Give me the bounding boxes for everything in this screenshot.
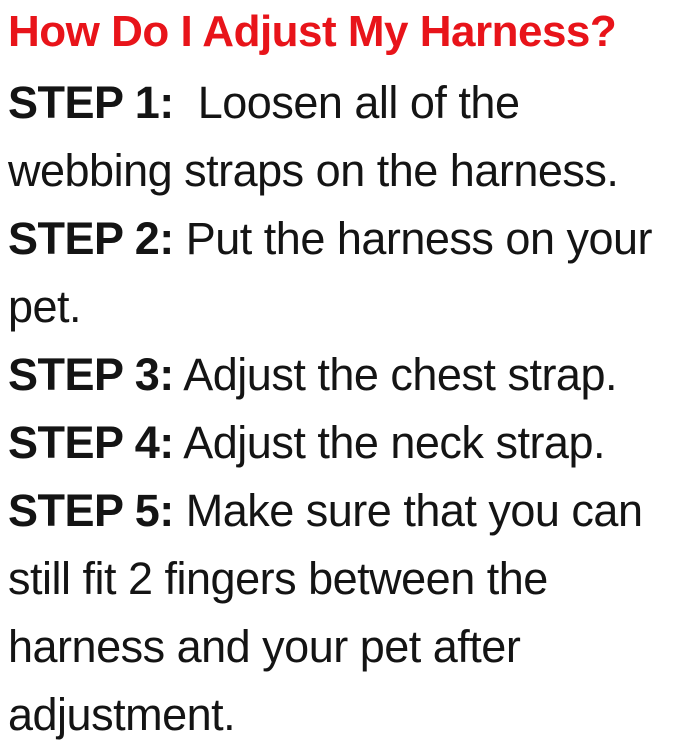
- text-line: [8, 477, 679, 545]
- step-text: Put the harness on your: [173, 213, 653, 264]
- text-line: [8, 409, 679, 477]
- text-line: [8, 205, 679, 273]
- text-line: [8, 681, 679, 749]
- text-line: [8, 545, 679, 613]
- text-line: [8, 69, 679, 137]
- step-label: STEP 5:: [8, 485, 174, 536]
- step-text: Adjust the neck strap.: [173, 417, 605, 468]
- text-line: [8, 613, 679, 681]
- step-label: STEP 1:: [8, 77, 174, 128]
- page-title: How Do I Adjust My Harness?: [8, 7, 617, 56]
- text-line: [8, 137, 679, 205]
- step-text: still fit 2 fingers between the: [8, 553, 548, 604]
- step-text: webbing straps on the harness.: [8, 145, 619, 196]
- step-text: Make sure that you can: [173, 485, 643, 536]
- step-text: harness and your pet after: [8, 621, 521, 672]
- step-text: Adjust the chest strap.: [173, 349, 617, 400]
- step-label: STEP 3:: [8, 349, 174, 400]
- step-text: Loosen all of the: [173, 77, 520, 128]
- step-label: STEP 2:: [8, 213, 174, 264]
- step-text: pet.: [8, 281, 82, 332]
- text-line: [8, 273, 679, 341]
- step-text: adjustment.: [8, 689, 236, 740]
- instruction-steps: [8, 69, 679, 749]
- text-line: [8, 341, 679, 409]
- step-label: STEP 4:: [8, 417, 174, 468]
